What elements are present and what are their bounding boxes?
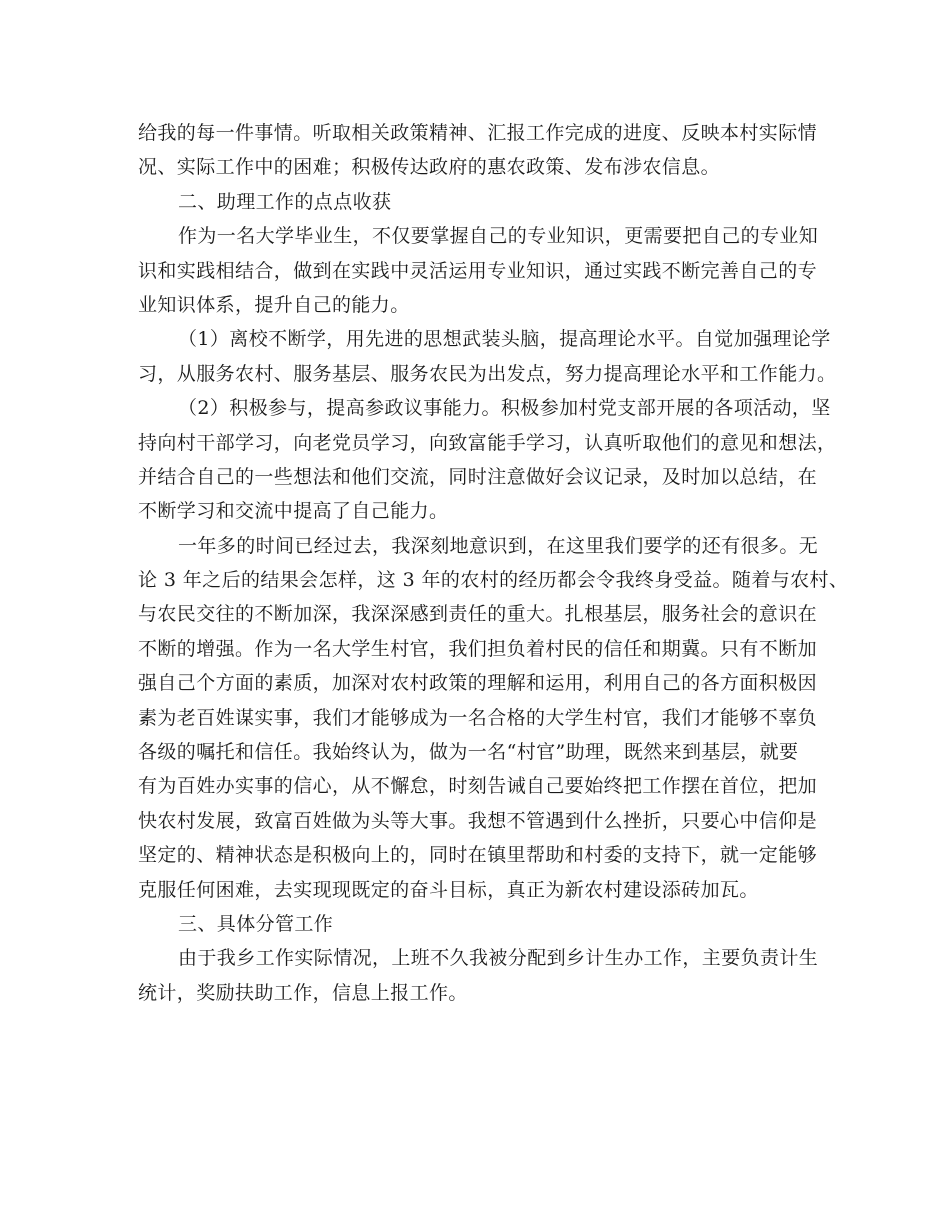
text-line-20: 有为百姓办实事的信心，从不懈怠，时刻告诫自己要始终把工作摆在首位，把加: [138, 775, 818, 798]
text-line-19: 各级的嘱托和信任。我始终认为，做为一名“村官”助理，既然来到基层，就要: [138, 741, 799, 764]
text-line-26: 统计，奖励扶助工作，信息上报工作。: [138, 981, 468, 1004]
section-heading-3: 三、具体分管工作: [178, 912, 334, 935]
text-line-9: （2）积极参与，提高参政议事能力。积极参加村党支部开展的各项活动，坚: [178, 397, 831, 420]
text-line-12: 不断学习和交流中提高了自己能力。: [138, 500, 449, 523]
text-line-25: 由于我乡工作实际情况，上班不久我被分配到乡计生办工作，主要负责计生: [178, 947, 819, 970]
text-line-7: （1）离校不断学，用先进的思想武装头脑，提高理论水平。自觉加强理论学: [178, 328, 831, 351]
text-line-5: 识和实践相结合，做到在实践中灵活运用专业知识，通过实践不断完善自己的专: [138, 259, 818, 282]
text-line-11: 并结合自己的一些想法和他们交流，同时注意做好会议记录，及时加以总结，在: [138, 465, 818, 488]
text-line-4: 作为一名大学毕业生，不仅要掌握自己的专业知识，更需要把自己的专业知: [178, 225, 819, 248]
text-line-1: 给我的每一件事情。听取相关政策精神、汇报工作完成的进度、反映本村实际情: [138, 122, 818, 144]
text-line-21: 快农村发展，致富百姓做为头等大事。我想不管遇到什么挫折，只要心中信仰是: [138, 809, 818, 832]
text-line-17: 强自己个方面的素质，加深对农村政策的理解和运用，利用自己的各方面积极因: [138, 672, 818, 695]
text-line-8: 习，从服务农村、服务基层、服务农民为出发点，努力提高理论水平和工作能力。: [138, 362, 837, 385]
text-line-16: 不断的增强。作为一名大学生村官，我们担负着村民的信任和期冀。只有不断加: [138, 637, 818, 660]
text-line-23: 克服任何困难，去实现现既定的奋斗目标，真正为新农村建设添砖加瓦。: [138, 878, 759, 901]
section-heading-2: 二、助理工作的点点收获: [178, 190, 392, 213]
text-line-6: 业知识体系，提升自己的能力。: [138, 293, 410, 316]
document-body: [138, 116, 849, 1010]
text-line-2: 况、实际工作中的困难；积极传达政府的惠农政策、发布涉农信息。: [138, 156, 721, 179]
text-line-22: 坚定的、精神状态是积极向上的，同时在镇里帮助和村委的支持下，就一定能够: [138, 844, 818, 867]
text-line-13: 一年多的时间已经过去，我深刻地意识到，在这里我们要学的还有很多。无: [178, 534, 819, 557]
text-line-14: 论 3 年之后的结果会怎样，这 3 年的农村的经历都会令我终身受益。随着与农村、: [138, 569, 849, 592]
text-line-15: 与农民交往的不断加深，我深深感到责任的重大。扎根基层，服务社会的意识在: [138, 603, 818, 626]
text-line-10: 持向村干部学习，向老党员学习，向致富能手学习，认真听取他们的意见和想法，: [138, 431, 837, 454]
text-line-18: 素为老百姓谋实事，我们才能够成为一名合格的大学生村官，我们才能够不辜负: [138, 706, 818, 729]
